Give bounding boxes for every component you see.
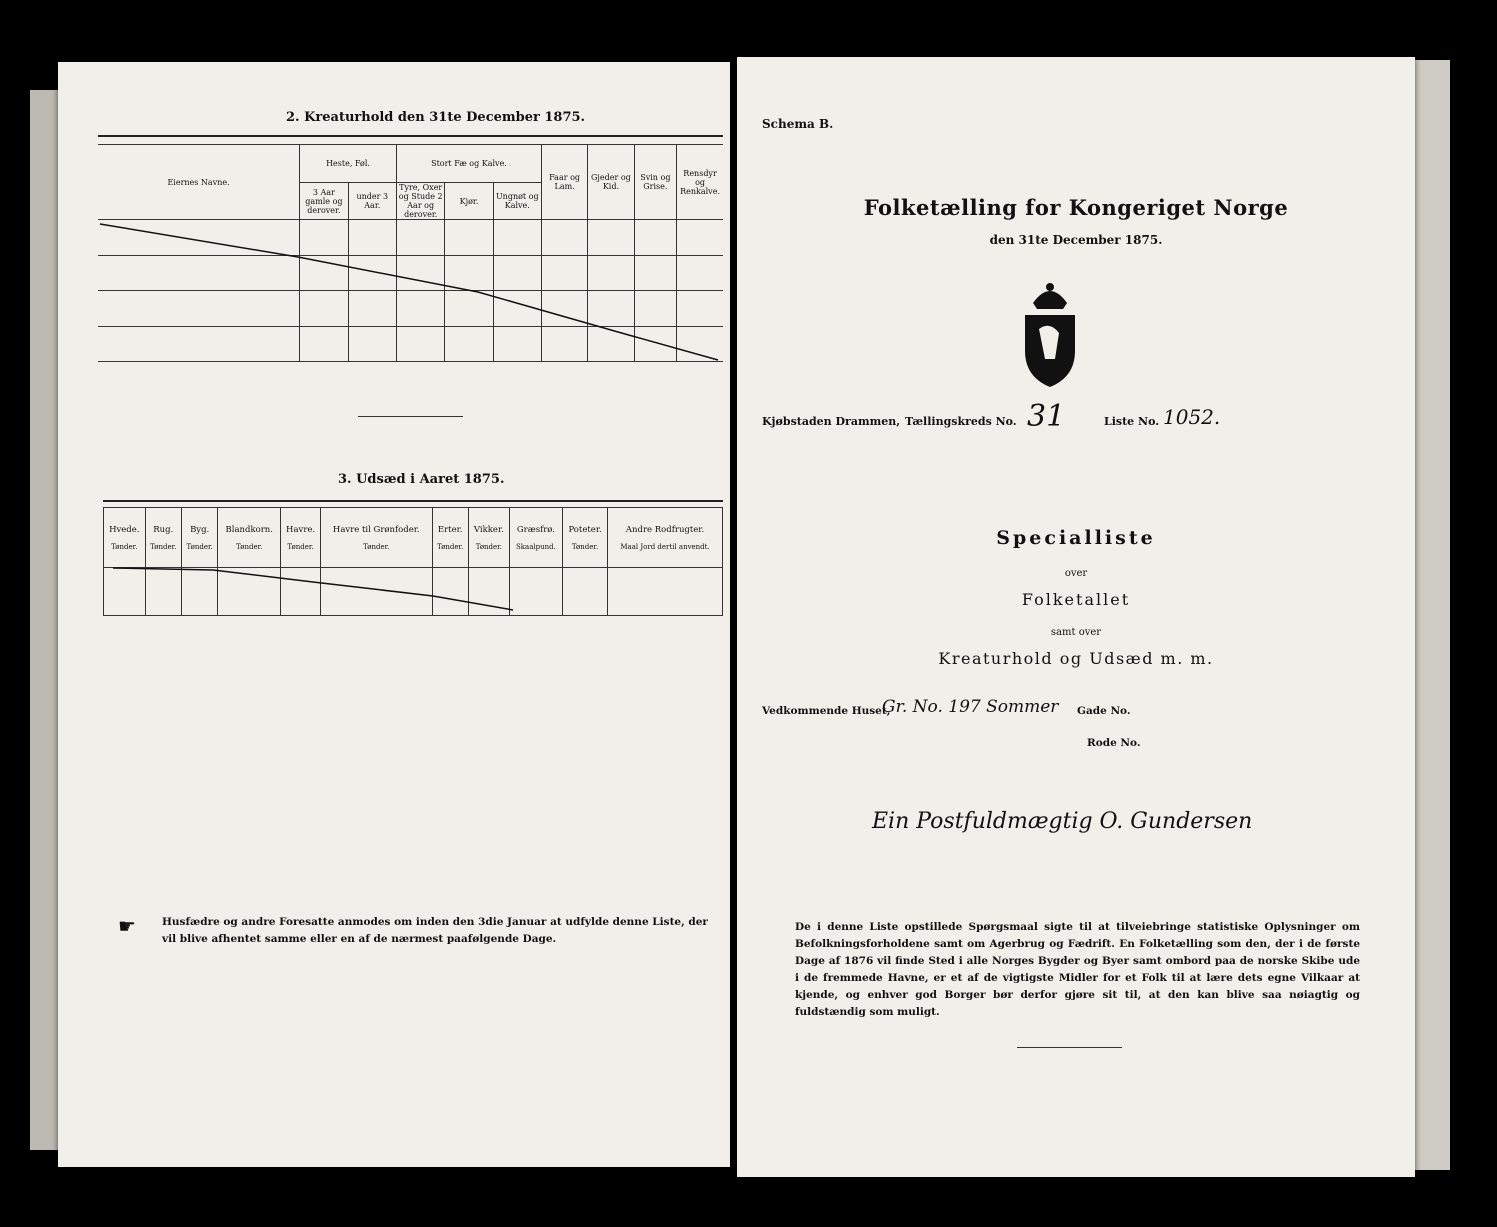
udsaed-col-unit: Tønder. [150,542,177,551]
kreaturhold-label: Kreaturhold og Udsæd m. m. [938,649,1214,668]
udsaed-col-unit: Tønder. [437,542,464,551]
col-heste: Heste, Føl. [300,145,397,183]
section2-title: 2. Kreaturhold den 31te December 1875. [286,110,586,125]
info-paragraph: De i denne Liste opstillede Spørgsmaal sigte til at tilveiebringe statistiske Oplysninger om Befolkningsforholdene samt om Agerbrug og Fædrift. En Folketælling som den, der i de første Dage af 1876 vil finde Sted i alle Norges Bygder og Byer samt ombord paa de norske Skibe ude i de fremmede Havne, er et af de vigtigste Midler for et Folk til at lære dets egne Vilkaar at kjende, og enhver god Borger bør derfor gjøre sit til, at den kan blive saa nøiagtig og fuldstændig som muligt. [795,921,1360,1018]
udsaed-col-8 [509,508,562,568]
main-title: Folketælling for Kongeriget Norge [863,195,1289,220]
udsaed-col-name: Havre. [286,524,316,535]
udsaed-col-1 [145,508,181,568]
udsaed-col-name: Andre Rodfrugter. [625,524,705,535]
udsaed-col-9 [563,508,608,568]
col-faar: Faar og Lam. [542,145,588,220]
udsaed-col-3 [218,508,281,568]
udsaed-col-7 [468,508,509,568]
section2-strike-line [98,212,723,362]
col-stort-c: Ungnøt og Kalve. [493,183,541,220]
right-page-stack [1410,60,1450,1170]
bottom-divider [1017,1047,1122,1048]
col-owner: Eiernes Navne. [98,145,300,220]
schema-label: Schema B. [762,117,834,131]
rode-label: Rode No. [1087,737,1141,749]
col-rensdyr: Rensdyr og Renkalve. [677,145,723,220]
udsaed-col-5 [321,508,432,568]
right-page [737,57,1415,1177]
special-title: Specialliste [996,527,1156,549]
udsaed-col-name: Vikker. [473,524,504,535]
udsaed-col-name: Hvede. [109,524,140,535]
udsaed-col-unit: Tønder. [571,542,599,551]
udsaed-col-2 [181,508,217,568]
over-label: over [1064,568,1088,579]
udsaed-col-name: Poteter. [568,524,602,535]
udsaed-col-6 [432,508,468,568]
col-stort: Stort Fæ og Kalve. [396,145,541,183]
udsaed-col-name: Havre til Grønfoder. [332,524,420,535]
col-stort-a: Tyre, Oxer og Stude 2 Aar og derover. [396,183,445,220]
section3-title: 3. Udsæd i Aaret 1875. [338,472,505,487]
col-heste-a: 3 Aar gamle og derover. [300,183,349,220]
col-gjeder: Gjeder og Kid. [588,145,634,220]
udsaed-col-name: Byg. [190,524,210,535]
kreds-label: Tællingskreds No. [905,415,1017,428]
census-date: den 31te December 1875. [989,233,1163,247]
signature: Ein Postfuldmægtig O. Gundersen [872,809,1253,834]
udsaed-col-10 [608,508,723,568]
col-svin: Svin og Grise. [634,145,676,220]
folketallet-label: Folketallet [1021,590,1131,609]
udsaed-col-unit: Skaalpund. [515,542,556,551]
udsaed-col-unit: Tønder. [186,542,213,551]
section2-top-rule [98,135,723,137]
kreds-value: 31 [1027,399,1066,434]
samt-over-label: samt over [1050,627,1102,638]
udsaed-col-name: Rug. [153,524,174,535]
left-page [58,62,730,1167]
vedkommende-value: Gr. No. 197 Sommer [882,697,1059,717]
udsaed-col-name: Erter. [437,524,463,535]
udsaed-col-unit: Tønder. [111,542,138,551]
col-heste-b: under 3 Aar. [348,183,396,220]
udsaed-col-name: Græsfrø. [516,524,555,535]
udsaed-col-name: Blandkorn. [225,524,273,535]
notice-text: Husfædre og andre Foresatte anmodes om inden den 3die Januar at udfylde denne Liste, der vil blive afhentet samme eller en af de nærmest paafølgende Dage. [162,916,708,945]
liste-label: Liste No. [1104,415,1160,428]
left-page-stack [30,90,60,1150]
udsaed-col-unit: Tønder. [475,542,502,551]
pointing-hand-icon: ☛ [118,914,136,938]
section3-strike-line [103,562,723,614]
vedkommende-label: Vedkommende Huset, [762,705,891,717]
divider [358,416,463,417]
udsaed-col-unit: Tønder. [287,542,314,551]
gade-label: Gade No. [1077,705,1131,717]
coat-of-arms-icon [1019,279,1081,389]
udsaed-col-4 [281,508,321,568]
section3-top-rule [103,500,723,502]
udsaed-col-unit: Tønder. [236,542,263,551]
udsaed-col-unit: Tønder. [363,542,390,551]
udsaed-col-0 [104,508,146,568]
udsaed-col-unit: Maal Jord dertil anvendt. [620,542,710,551]
kjobstad-label: Kjøbstaden Drammen, [762,415,901,428]
col-stort-b: Kjør. [445,183,493,220]
liste-value: 1052. [1163,405,1221,429]
